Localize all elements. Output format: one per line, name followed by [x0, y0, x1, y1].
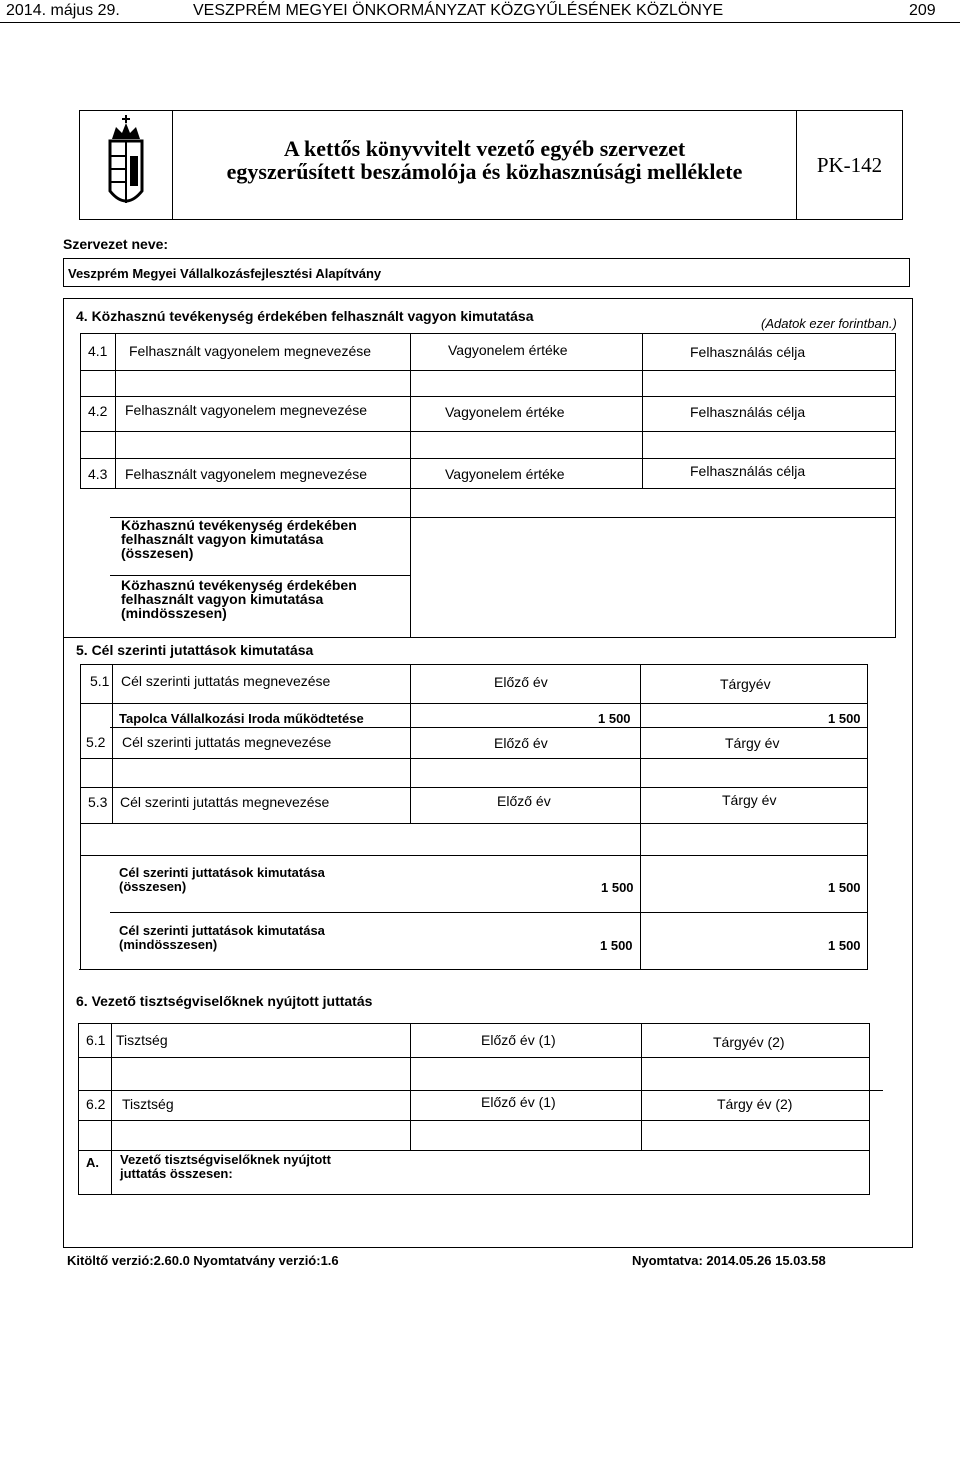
- section6-sum-line1: Vezető tisztségviselőknek nyújtott: [120, 1152, 331, 1167]
- t5-line: [80, 664, 867, 665]
- header-divider: [0, 22, 960, 23]
- t4-line: [80, 396, 895, 397]
- row4-2-number: 4.2: [88, 403, 108, 419]
- t6-col: [869, 1023, 870, 1194]
- section4-total-label: [121, 518, 357, 560]
- t4-col: [410, 333, 411, 637]
- row6-2-previous-year: Előző év (1): [481, 1094, 556, 1110]
- section4-grand-line3: (mindösszesen): [121, 605, 227, 621]
- section5-total-label: [119, 866, 325, 894]
- t6-col: [78, 1023, 79, 1194]
- row5-3-previous-year: Előző év: [497, 793, 551, 809]
- row5-3-name: Cél szerinti jutattás megnevezése: [120, 794, 330, 810]
- row5-1-previous-year: Előző év: [494, 674, 548, 690]
- row6-1-previous-year: Előző év (1): [481, 1032, 556, 1048]
- row4-1-name: Felhasznált vagyonelem megnevezése: [129, 343, 372, 359]
- t5-col: [640, 664, 641, 969]
- form-code: PK-142: [816, 153, 883, 177]
- row5-1-number: 5.1: [90, 673, 110, 689]
- section5-title: 5. Cél szerinti jutattások kimutatása: [76, 642, 314, 658]
- row4-3-number: 4.3: [88, 466, 108, 482]
- section5-grand-current-year: 1 500: [828, 938, 861, 953]
- t4-line: [64, 637, 896, 638]
- section6-sum-label: [120, 1153, 331, 1181]
- t6-line: [78, 1090, 883, 1091]
- section4-title: 4. Közhasznú tevékenység érdekében felhasznált vagyon kimutatása: [76, 308, 534, 324]
- t5-line: [80, 855, 867, 856]
- t4-col: [80, 333, 81, 488]
- row6-1-position: Tisztség: [116, 1032, 168, 1048]
- section6-sum-number: A.: [86, 1155, 99, 1170]
- section4-units-note: (Adatok ezer forintban.): [761, 316, 897, 331]
- t6-col: [410, 1023, 411, 1150]
- t5-col: [410, 664, 411, 823]
- org-name-box: [63, 258, 910, 287]
- row4-3-name: Felhasznált vagyonelem megnevezése: [125, 466, 368, 482]
- t5-line: [80, 823, 867, 824]
- t4-line: [80, 488, 895, 489]
- row4-2-name: Felhasznált vagyonelem megnevezése: [125, 402, 368, 418]
- t4-line: [80, 370, 895, 371]
- row5-1-current-year: Tárgyév: [720, 676, 771, 692]
- t6-col: [111, 1023, 112, 1194]
- t4-col: [115, 333, 116, 488]
- section5-total-line1: Cél szerinti juttatások kimutatása: [119, 865, 325, 880]
- t4-line: [80, 458, 895, 459]
- row6-1-current-year: Tárgyév (2): [713, 1034, 785, 1050]
- row5-2-previous-year: Előző év: [494, 735, 548, 751]
- t4-col: [642, 333, 643, 488]
- t6-line: [78, 1023, 870, 1024]
- frame-bottom: [63, 1247, 913, 1248]
- row6-1-number: 6.1: [86, 1032, 106, 1048]
- row5-1-name: Cél szerinti juttatás megnevezése: [121, 673, 331, 689]
- t5-col: [867, 664, 868, 969]
- t4-line: [80, 431, 895, 432]
- section4-total-line1: Közhasznú tevékenység érdekében: [121, 517, 357, 533]
- section5-total-line2: (összesen): [119, 879, 187, 894]
- row4-2-value: Vagyonelem értéke: [445, 404, 565, 420]
- section5-grand-line2: (mindösszesen): [119, 937, 218, 952]
- section5-grand-previous-year: 1 500: [600, 938, 633, 953]
- section5-grand-total-label: [119, 924, 325, 952]
- row4-2-purpose: Felhasználás célja: [690, 404, 806, 420]
- t6-line: [78, 1057, 870, 1058]
- org-label: Szervezet neve:: [63, 236, 169, 252]
- section4-grand-line1: Közhasznú tevékenység érdekében: [121, 577, 357, 593]
- t6-line: [78, 1120, 870, 1121]
- t4-line: [80, 333, 895, 334]
- t5-col: [80, 664, 81, 969]
- t5-col: [112, 664, 113, 823]
- row6-2-position: Tisztség: [122, 1096, 174, 1112]
- section6-title: 6. Vezető tisztségviselőknek nyújtott juttatás: [76, 993, 373, 1009]
- row5-item-name: Tapolca Vállalkozási Iroda működtetése: [119, 711, 364, 726]
- footer-version: Kitöltő verzió:2.60.0 Nyomtatvány verzió:1.6: [67, 1253, 339, 1268]
- section4-total-line2: felhasznált vagyon kimutatása: [121, 531, 324, 547]
- section5-grand-line1: Cél szerinti juttatások kimutatása: [119, 923, 325, 938]
- form-title-box: [79, 110, 903, 220]
- t5-line: [80, 787, 867, 788]
- t5-line: [80, 758, 867, 759]
- org-name: Veszprém Megyei Vállalkozásfejlesztési Alapítvány: [68, 266, 382, 281]
- frame-right: [912, 298, 913, 1248]
- header-publication: VESZPRÉM MEGYEI ÖNKORMÁNYZAT KÖZGYŰLÉSÉNEK KÖZLÖNYE: [193, 2, 724, 19]
- section6-sum-line2: juttatás összesen:: [120, 1166, 233, 1181]
- frame-top: [63, 298, 913, 299]
- section4-grand-line2: felhasznált vagyon kimutatása: [121, 591, 324, 607]
- row4-1-purpose: Felhasználás célja: [690, 344, 806, 360]
- t5-line: [110, 727, 867, 728]
- row6-2-current-year: Tárgy év (2): [717, 1096, 793, 1112]
- row5-2-number: 5.2: [86, 734, 106, 750]
- form-title: [173, 111, 797, 219]
- t5-line: [80, 703, 867, 704]
- section5-total-previous-year: 1 500: [601, 880, 634, 895]
- section4-grand-total-label: [121, 578, 357, 620]
- row5-item-previous-year: 1 500: [598, 711, 631, 726]
- row5-3-current-year: Tárgy év: [722, 792, 777, 808]
- row5-3-number: 5.3: [88, 794, 108, 810]
- row4-3-value: Vagyonelem értéke: [445, 466, 565, 482]
- row4-1-value: Vagyonelem értéke: [448, 342, 568, 358]
- row5-item-current-year: 1 500: [828, 711, 861, 726]
- t5-line: [110, 912, 867, 913]
- coat-of-arms-icon: [80, 111, 173, 219]
- footer-printed: Nyomtatva: 2014.05.26 15.03.58: [632, 1253, 826, 1268]
- form-title-line2: egyszerűsített beszámolója és közhasznúsági melléklete: [226, 159, 743, 184]
- row4-1-number: 4.1: [88, 343, 108, 359]
- row5-2-name: Cél szerinti juttatás megnevezése: [122, 734, 332, 750]
- t6-line: [78, 1150, 870, 1151]
- row4-3-purpose: Felhasználás célja: [690, 463, 806, 479]
- section5-total-current-year: 1 500: [828, 880, 861, 895]
- t4-line: [110, 575, 410, 576]
- t6-col: [641, 1023, 642, 1150]
- t5-line: [79, 969, 868, 970]
- section4-total-line3: (összesen): [121, 545, 194, 561]
- form-title-line1: A kettős könyvvitelt vezető egyéb szervezet: [283, 136, 686, 161]
- frame-left: [63, 298, 64, 1248]
- t4-col: [895, 333, 896, 637]
- row6-2-number: 6.2: [86, 1096, 106, 1112]
- t6-line: [78, 1194, 870, 1195]
- row5-2-current-year: Tárgy év: [725, 735, 780, 751]
- header-page-number: 209: [909, 2, 936, 19]
- header-date: 2014. május 29.: [6, 2, 120, 19]
